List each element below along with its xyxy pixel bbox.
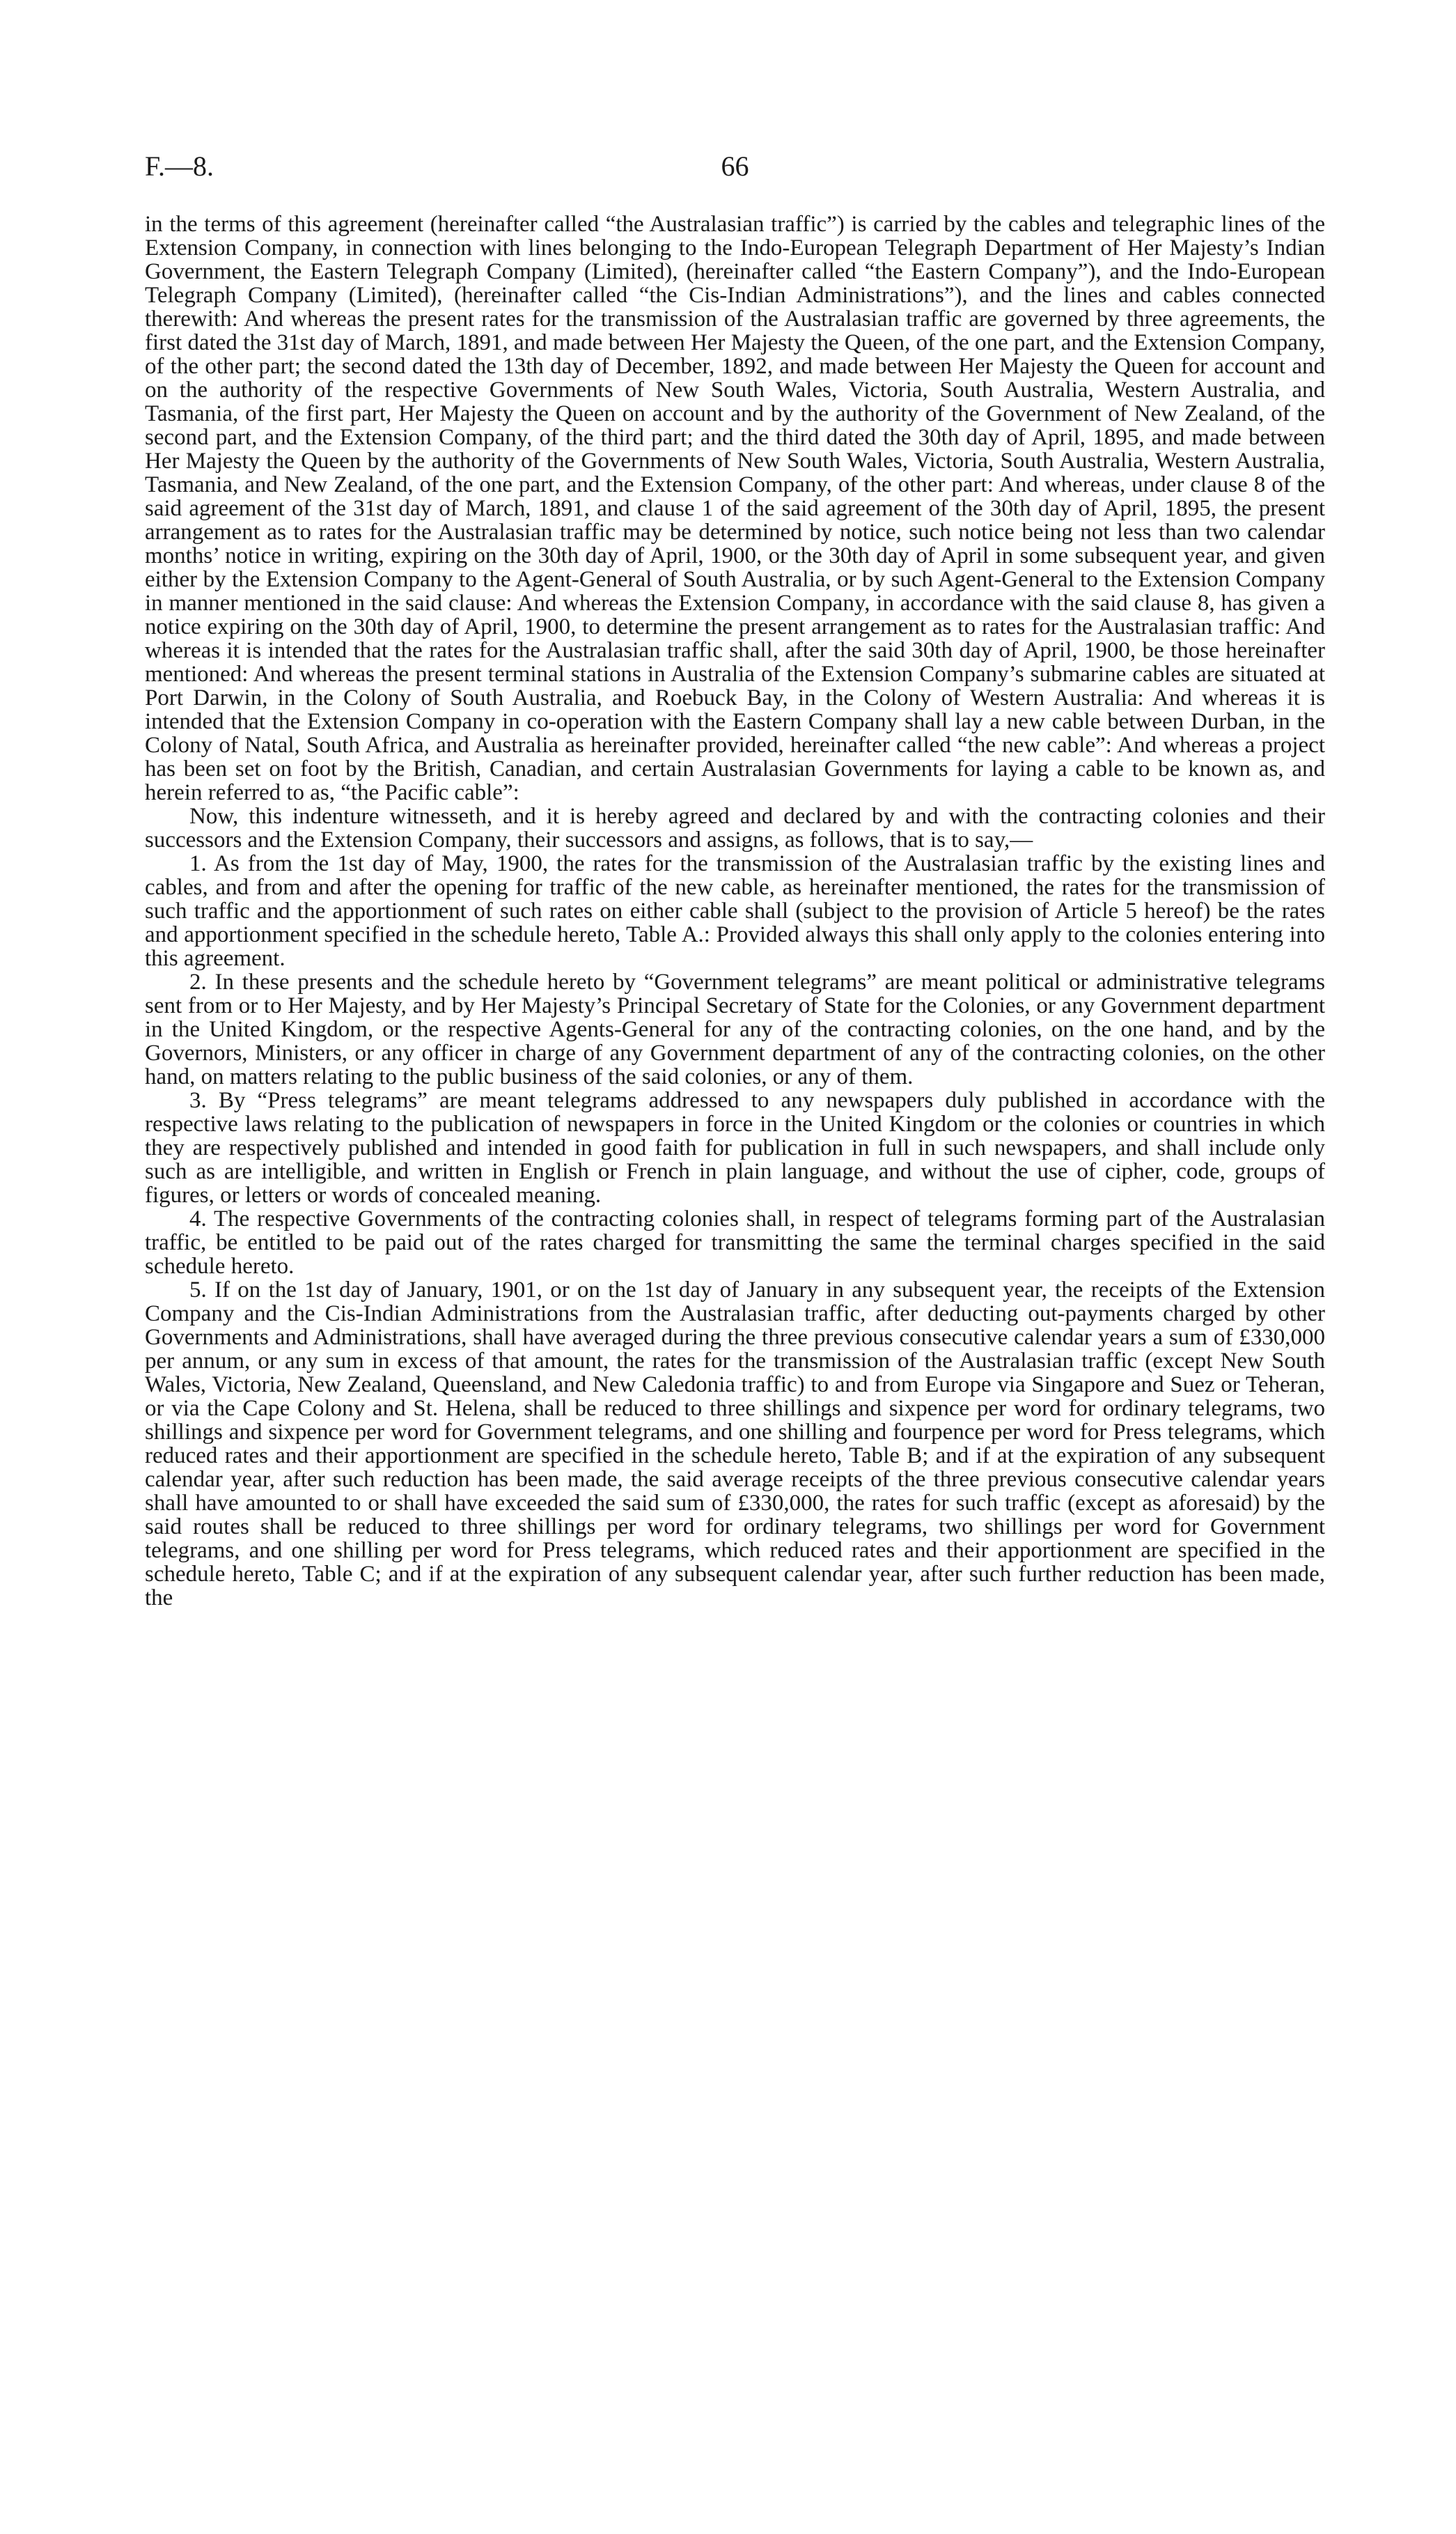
page-header <box>145 150 1325 192</box>
page-number: 66 <box>721 150 749 182</box>
paragraph-clause-3: 3. By “Press telegrams” are meant telegrams addressed to any newspapers duly published in accordance with the respective laws relating to the publication of newspapers in force in the United Kingdom or the colonies or countries in which they are respectively published and intended in good faith for publication in full in such newspapers, and shall include only such as are intelligible, and written in English or French in plain language, and without the use of cipher, code, groups of figures, or letters or words of concealed meaning. <box>145 1088 1325 1208</box>
paragraph-clause-1: 1. As from the 1st day of May, 1900, the rates for the transmission of the Australasian traffic by the existing lines and cables, and from and after the opening for traffic of the new cable, as hereinafter mentioned, the rates for the transmission of such traffic and the apportionment of such rates on either cable shall (subject to the provision of Article 5 hereof) be the rates and apportionment specified in the schedule hereto, Table A.: Provided always this shall only apply to the colonies entering into this agreement. <box>145 851 1325 971</box>
document-reference: F.—8. <box>145 150 214 182</box>
paragraph-clause-5: 5. If on the 1st day of January, 1901, or on the 1st day of January in any subsequent year, the receipts of the Extension Company and the Cis-Indian Administrations from the Australasian traffic, after deducting out-payments charged by other Governments and Administrations, shall have averaged during the three previous consecutive calendar years a sum of £330,000 per annum, or any sum in excess of that amount, the rates for the transmission of the Australasian traffic (except New South Wales, Victoria, New Zealand, Queensland, and New Caledonia traffic) to and from Europe via Singapore and Suez or Teheran, or via the Cape Colony and St. Helena, shall be reduced to three shillings and sixpence per word for ordinary telegrams, two shillings and sixpence per word for Government telegrams, and one shilling and fourpence per word for Press telegrams, which reduced rates and their apportionment are specified in the schedule hereto, Table B; and if at the expiration of any subsequent calendar year, after such reduction has been made, the said average receipts of the three previous consecutive calendar years shall have amounted to or shall have exceeded the said sum of £330,000, the rates for such traffic (except as aforesaid) by the said routes shall be reduced to three shillings per word for ordinary telegrams, two shillings per word for Government telegrams, and one shilling per word for Press telegrams, which reduced rates and their apportionment are specified in the schedule hereto, Table C; and if at the expiration of any subsequent calendar year, after such further reduction has been made, the <box>145 1277 1325 1610</box>
paragraph-clause-2: 2. In these presents and the schedule hereto by “Government telegrams” are meant political or administrative telegrams sent from or to Her Majesty, and by Her Majesty’s Principal Secretary of State for the Colonies, or any Government department in the United Kingdom, or the respective Agents-General for any of the contracting colonies, on the one hand, and by the Governors, Ministers, or any officer in charge of any Government department of any of the contracting colonies, on the other hand, on matters relating to the public business of the said colonies, or any of them. <box>145 970 1325 1089</box>
paragraph-clause-4: 4. The respective Governments of the contracting colonies shall, in respect of telegrams forming part of the Australasian traffic, be entitled to be paid out of the rates charged for transmitting the same the terminal charges specified in the said schedule hereto. <box>145 1206 1325 1279</box>
paragraph-witnesseth: Now, this indenture witnesseth, and it is hereby agreed and declared by and with the contracting colonies and their successors and the Extension Company, their successors and assigns, as follows, that is to say,— <box>145 804 1325 853</box>
body-text <box>145 212 1325 1610</box>
paragraph-recitals: in the terms of this agreement (hereinafter called “the Australasian traffic”) is carried by the cables and telegraphic lines of the Extension Company, in connection with lines belonging to the Indo-European Telegraph Department of Her Majesty’s Indian Government, the Eastern Telegraph Company (Limited), (hereinafter called “the Eastern Company”), and the Indo-European Telegraph Company (Limited), (hereinafter called “the Cis-Indian Administrations”), and the lines and cables connected therewith: And whereas the present rates for the transmission of the Australasian traffic are governed by three agreements, the first dated the 31st day of March, 1891, and made between Her Majesty the Queen, of the one part, and the Extension Company, of the other part; the second dated the 13th day of December, 1892, and made between Her Majesty the Queen for account and on the authority of the respective Governments of New South Wales, Victoria, South Australia, Western Australia, and Tasmania, of the first part, Her Majesty the Queen on account and by the authority of the Government of New Zealand, of the second part, and the Extension Company, of the third part; and the third dated the 30th day of April, 1895, and made between Her Majesty the Queen by the authority of the Governments of New South Wales, Victoria, South Australia, Western Australia, Tasmania, and New Zealand, of the one part, and the Extension Company, of the other part: And whereas, under clause 8 of the said agreement of the 31st day of March, 1891, and clause 1 of the said agreement of the 30th day of April, 1895, the present arrangement as to rates for the Australasian traffic may be determined by notice, such notice being not less than two calendar months’ notice in writing, expiring on the 30th day of April, 1900, or the 30th day of April in some subsequent year, and given either by the Extension Company to the Agent-General of South Australia, or by such Agent-General to the Extension Company in manner mentioned in the said clause: And whereas the Extension Company, in accordance with the said clause 8, has given a notice expiring on the 30th day of April, 1900, to determine the present arrangement as to rates for the Australasian traffic: And whereas it is intended that the rates for the Australasian traffic shall, after the said 30th day of April, 1900, be those hereinafter mentioned: And whereas the present terminal stations in Australia of the Extension Company’s submarine cables are situated at Port Darwin, in the Colony of South Australia, and Roebuck Bay, in the Colony of Western Australia: And whereas it is intended that the Extension Company in co-operation with the Eastern Company shall lay a new cable between Durban, in the Colony of Natal, South Africa, and Australia as hereinafter provided, hereinafter called “the new cable”: And whereas a project has been set on foot by the British, Canadian, and certain Australasian Governments for laying a cable to be known as, and herein referred to as, “the Pacific cable”: <box>145 212 1325 805</box>
